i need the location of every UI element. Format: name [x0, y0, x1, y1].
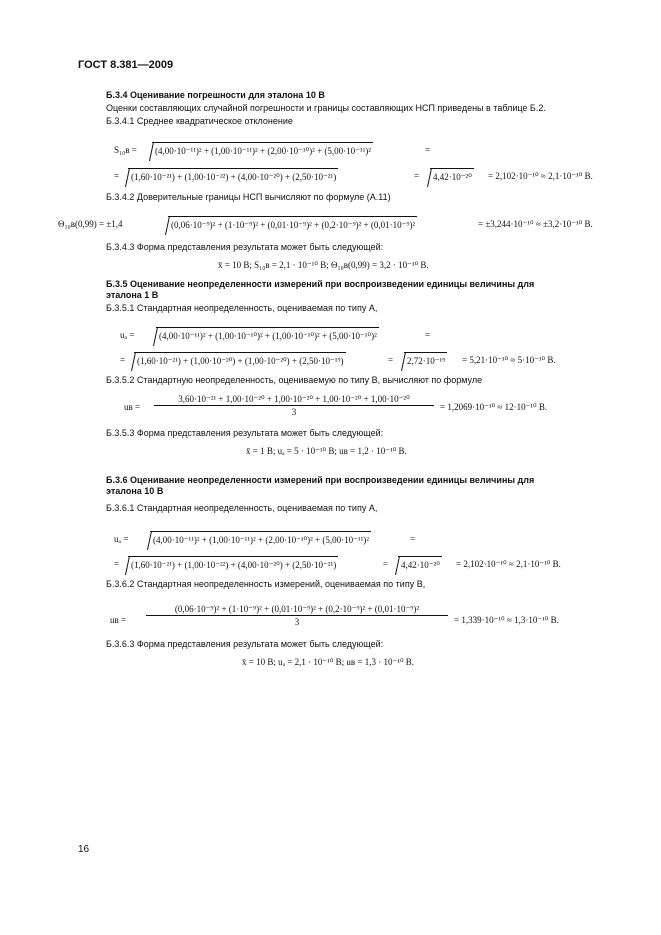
formula-ua2-eq2-result: = 2,102·10⁻¹⁰ ≈ 2,1·10⁻¹⁰ В.	[456, 559, 561, 569]
formula-ua1-equals: =	[425, 330, 431, 340]
formula-ua2-eq2-equals: =	[383, 559, 389, 569]
formula-ua1-eq2-prefix: =	[120, 355, 126, 365]
formula-ua1-eq2-result: = 5,21·10⁻¹⁰ ≈ 5·10⁻¹⁰ В.	[462, 355, 556, 365]
section-b35-heading-line2: эталона 1 В	[106, 290, 159, 300]
formula-s10b-eq2-equals: =	[414, 171, 420, 181]
formula-ua1-eq2-root: 2,72·10⁻¹⁹	[404, 352, 447, 367]
paragraph-b343: Б.3.4.3 Форма представления результата может быть следующей:	[106, 242, 384, 252]
formula-theta-radical: (0,06·10⁻⁹)² + (1·10⁻⁹)² + (0,01·10⁻⁹)² + (0,2·10⁻⁹)² + (0,01·10⁻⁹)²	[168, 216, 417, 231]
formula-ub1-result: = 1,2069·10⁻¹⁰ ≈ 12·10⁻¹⁰ В.	[440, 402, 548, 412]
formula-ua2-equals: =	[410, 534, 416, 544]
formula-ub2-numerator: (0,06·10⁻⁹)² + (1·10⁻⁹)² + (0,01·10⁻⁹)² + (0,2·10⁻⁹)² + (0,01·10⁻⁹)²	[146, 603, 448, 616]
formula-ua2-eq2-prefix: =	[114, 559, 120, 569]
formula-ub2-fraction	[146, 603, 448, 628]
formula-ua2-eq2-radical: (1,60·10⁻²¹) + (1,00·10⁻²²) + (4,00·10⁻²⁰) + (2,50·10⁻²¹)	[128, 556, 338, 571]
page-number: 16	[78, 844, 90, 855]
result-b34: x̄ = 10 В; S₁₀в = 2,1 · 10⁻¹⁰ В; Θ₁₀в(0,99) = 3,2 · 10⁻¹⁰ В.	[218, 260, 429, 270]
formula-theta-label: Θ₁₀в(0,99) = ±1,4	[58, 219, 123, 229]
paragraph-b351: Б.3.5.1 Стандартная неопределенность, оцениваемая по типу А,	[106, 303, 378, 313]
paragraph-b361: Б.3.6.1 Стандартная неопределенность, оцениваемая по типу А,	[106, 503, 378, 513]
formula-ub1-fraction	[154, 393, 434, 418]
paragraph-b342: Б.3.4.2 Доверительные границы НСП вычисляют по формуле (А.11)	[106, 192, 391, 202]
formula-ua2-label: uₐ =	[114, 534, 129, 544]
formula-s10b-equals: =	[425, 145, 431, 155]
formula-s10b-label-text: S₁₀в	[114, 145, 130, 155]
formula-s10b-label: S₁₀в =	[114, 145, 137, 155]
formula-ua2-eq2-root: 4,42·10⁻²⁰	[398, 556, 442, 571]
formula-s10b-eq2-prefix: =	[114, 171, 120, 181]
section-b36-heading-line2: эталона 10 В	[106, 486, 164, 496]
section-b34-intro: Оценки составляющих случайной погрешности и границы составляющих НСП приведены в таблице Б.2.	[106, 103, 546, 113]
formula-ub1-denominator: 3	[291, 407, 297, 417]
section-b36-heading-line1: Б.3.6 Оценивание неопределенности измерений при воспроизведении единицы величины для	[106, 475, 535, 485]
formula-s10b-eq2-root: 4,42·10⁻²⁰	[430, 168, 474, 183]
formula-theta-result: = ±3,244·10⁻¹⁰ ≈ ±3,2·10⁻¹⁰ В.	[478, 219, 593, 229]
formula-ub1-label: uв =	[124, 402, 141, 412]
paragraph-b362: Б.3.6.2 Стандартная неопределенность измерений, оцениваемая по типу В,	[106, 579, 426, 589]
result-b35: x̄ = 1 В; uₐ = 5 · 10⁻¹⁰ В; uв = 1,2 · 10⁻¹⁰ В.	[246, 446, 407, 456]
formula-s10b-eq2-radical: (1,60·10⁻²¹) + (1,00·10⁻²²) + (4,00·10⁻²⁰) + (2,50·10⁻²¹)	[128, 168, 338, 183]
formula-ua1-eq2-radical: (1,60·10⁻²¹) + (1,00·10⁻²⁰) + (1,00·10⁻²⁰) + (2,50·10⁻¹⁹)	[134, 352, 346, 367]
paragraph-b363: Б.3.6.3 Форма представления результата может быть следующей:	[106, 639, 384, 649]
formula-ua1-radical: (4,00·10⁻¹¹)² + (1,00·10⁻¹⁰)² + (1,00·10⁻¹⁰)² + (5,00·10⁻¹⁰)²	[156, 327, 379, 342]
formula-ub2-label: uв =	[110, 615, 127, 625]
section-b35-heading-line1: Б.3.5 Оценивание неопределенности измерений при воспроизведении единицы величины для	[106, 279, 535, 289]
formula-ub2-denominator: 3	[294, 617, 300, 627]
result-b36: x̄ = 10 В; uₐ = 2,1 · 10⁻¹⁰ В; uв = 1,3 · 10⁻¹⁰ В.	[242, 657, 415, 667]
document-header-title: ГОСТ 8.381—2009	[78, 59, 174, 71]
paragraph-b341: Б.3.4.1 Среднее квадратическое отклонение	[106, 116, 293, 126]
paragraph-b352: Б.3.5.2 Стандартную неопределенность, оцениваемую по типу В, вычисляют по формуле	[106, 375, 483, 385]
formula-ua2-radical: (4,00·10⁻¹¹)² + (1,00·10⁻¹¹)² + (2,00·10⁻¹⁰)² + (5,00·10⁻¹¹)²	[150, 531, 371, 546]
formula-ua1-label: uₐ =	[120, 330, 135, 340]
formula-ub1-numerator: 3,60·10⁻²¹ + 1,00·10⁻²⁰ + 1,00·10⁻²⁰ + 1,00·10⁻²⁰ + 1,00·10⁻²⁰	[154, 393, 434, 406]
formula-ua1-eq2-equals: =	[388, 355, 394, 365]
paragraph-b353: Б.3.5.3 Форма представления результата может быть следующей:	[106, 428, 384, 438]
formula-s10b-radical: (4,00·10⁻¹¹)² + (1,00·10⁻¹¹)² + (2,00·10⁻¹⁰)² + (5,00·10⁻¹¹)²	[152, 142, 373, 157]
formula-ub2-result: = 1,339·10⁻¹⁰ ≈ 1,3·10⁻¹⁰ В.	[454, 615, 559, 625]
section-b34-heading: Б.3.4 Оценивание погрешности для эталона 10 В	[106, 90, 325, 100]
formula-s10b-eq2-result: = 2,102·10⁻¹⁰ ≈ 2,1·10⁻¹⁰ В.	[488, 171, 593, 181]
